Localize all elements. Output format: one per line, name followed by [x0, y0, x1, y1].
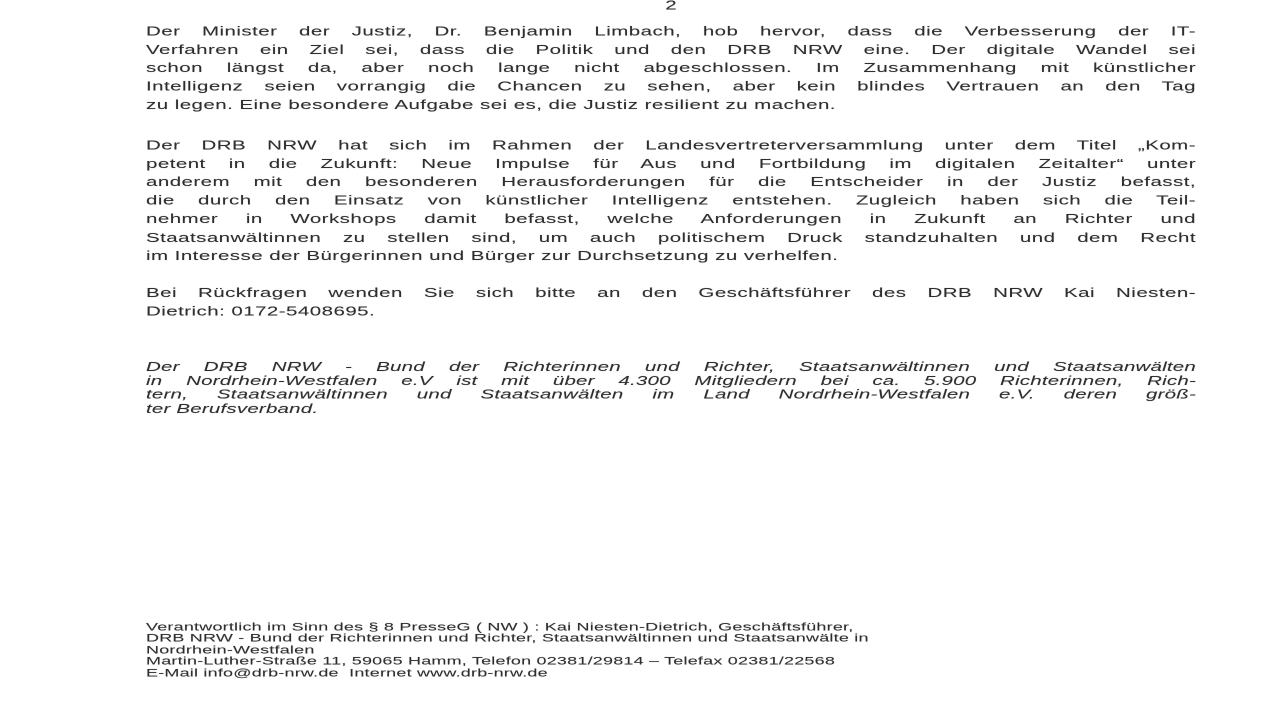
text-line: DRB NRW - Bund der Richterinnen und Richter, Staatsanwältinnen und Staatsanwälte in: [146, 632, 869, 645]
text-line: Martin-Luther-Straße 11, 59065 Hamm, Telefon 02381/29814 – Telefax 02381/22568: [146, 654, 836, 668]
paragraph-landesvertreterversammlung: [146, 136, 1196, 265]
page-number: 2: [665, 0, 677, 13]
text-line: Staatsanwältinnen zu stellen sind, um auch politischem Druck standzuhalten und dem Recht: [146, 230, 1196, 245]
text-line: Dietrich: 0172-5408695.: [146, 304, 376, 319]
paragraph-about-drb-nrw: [146, 360, 1196, 416]
text-line: im Interesse der Bürgerinnen und Bürger zur Durchsetzung zu verhelfen.: [146, 248, 839, 264]
text-line: Der DRB NRW hat sich im Rahmen der Landesvertreterversammlung unter dem Titel „Kom-: [146, 138, 1196, 153]
text-line: nehmer in Workshops damit befasst, welche Anforderungen in Zukunft an Richter und: [146, 211, 1196, 227]
paragraph-minister-statement: [146, 22, 1196, 114]
text-line: Der DRB NRW - Bund der Richterinnen und Richter, Staatsanwältinnen und Staatsanwälten: [146, 359, 1196, 374]
text-line: zu legen. Eine besondere Aufgabe sei es, die Justiz resilient zu machen.: [146, 97, 836, 113]
footer-imprint: [146, 621, 1156, 678]
text-line: Nordrhein-Westfalen: [146, 643, 315, 656]
text-line: Verantwortlich im Sinn des § 8 PresseG ( NW ) : Kai Niesten-Dietrich, Geschäftsführer,: [146, 620, 854, 634]
text-line: E-Mail info@drb-nrw.de Internet www.drb-nrw.de: [146, 666, 548, 679]
paragraph-contact-info: [146, 284, 1196, 321]
text-line: Intelligenz seien vorrangig die Chancen zu sehen, aber kein blindes Vertrauen an den Tag: [146, 79, 1196, 94]
text-line: Der Minister der Justiz, Dr. Benjamin Limbach, hob hervor, dass die Verbesserung der IT-: [146, 24, 1196, 39]
text-line: schon längst da, aber noch lange nicht abgeschlossen. Im Zusammenhang mit künstlicher: [146, 61, 1196, 76]
text-line: in Nordrhein-Westfalen e.V ist mit über 4.300 Mitgliedern bei ca. 5.900 Richterinnen, Rich-: [146, 373, 1196, 388]
text-line: petent in die Zukunft: Neue Impulse für Aus und Fortbildung im digitalen Zeitalter“ unter: [146, 156, 1196, 171]
text-line: ter Berufsverband.: [146, 401, 319, 416]
text-line: tern, Staatsanwältinnen und Staatsanwälten im Land Nordrhein-Westfalen e.V. deren größ-: [146, 387, 1196, 402]
text-line: Bei Rückfragen wenden Sie sich bitte an den Geschäftsführer des DRB NRW Kai Niesten-: [146, 285, 1196, 301]
text-line: Verfahren ein Ziel sei, dass die Politik und den DRB NRW eine. Der digitale Wandel sei: [146, 42, 1196, 57]
text-line: die durch den Einsatz von künstlicher Intelligenz entstehen. Zugleich haben sich die Teil-: [146, 193, 1196, 208]
text-line: anderem mit den besonderen Herausforderungen für die Entscheider in der Justiz befasst,: [146, 175, 1196, 190]
